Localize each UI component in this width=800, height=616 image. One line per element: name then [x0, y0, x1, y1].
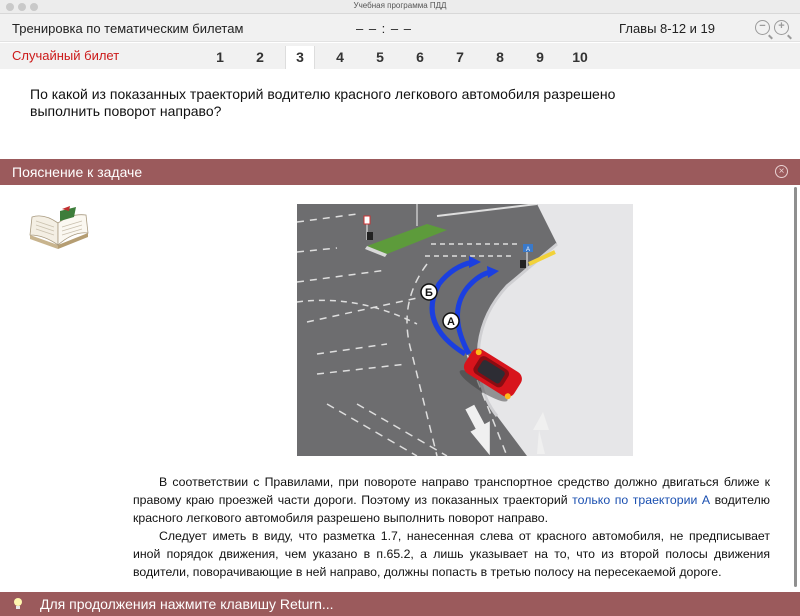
paragraph-1-end: водителю красного легкового автомобиля разрешено выполнить поворот направо. [133, 493, 770, 525]
question-text: По какой из показанных траекторий водителю красного легкового автомобиля разрешено выполнить поворот направо? [30, 86, 616, 119]
mode-title: Тренировка по тематическим билетам [12, 21, 244, 36]
footer-bar [0, 592, 800, 616]
explanation-paragraph-1 [133, 473, 770, 527]
explanation-title: Пояснение к задаче [12, 164, 143, 180]
tab-ticket-2[interactable]: 2 [256, 49, 264, 65]
window-title: Учебная программа ПДД [353, 1, 447, 10]
vertical-scrollbar[interactable] [794, 185, 798, 592]
tab-ticket-9[interactable]: 9 [536, 49, 544, 65]
trajectory-link[interactable]: только по траектории А [572, 493, 711, 507]
app-header [0, 14, 800, 42]
timer: – – : – – [356, 21, 412, 36]
paragraph-1-start: В соответствии с Правилами, при повороте направо транспортное средство должно двигаться ближе к правому краю проезжей части дороги. Поэтому из показанных траекторий [133, 475, 770, 507]
continue-hint: Для продолжения нажмите клавишу Return... [40, 596, 334, 612]
random-ticket-link[interactable]: Случайный билет [12, 48, 120, 63]
scroll-thumb[interactable] [794, 187, 797, 587]
label-a: А [447, 316, 455, 328]
chapters-label: Главы 8-12 и 19 [619, 21, 715, 36]
ticket-tabs [0, 43, 800, 69]
book-icon [24, 205, 94, 255]
sign-letter: А [525, 247, 531, 253]
tab-ticket-6[interactable]: 6 [416, 49, 424, 65]
intersection-illustration [297, 204, 633, 456]
lightbulb-icon [13, 597, 23, 611]
tab-ticket-8[interactable]: 8 [496, 49, 504, 65]
explanation-body [0, 185, 800, 592]
window-titlebar [0, 0, 800, 14]
explanation-header [0, 159, 800, 185]
explanation-text [133, 473, 770, 581]
explanation-paragraph-2: Следует иметь в виду, что разметка 1.7, нанесенная слева от красного автомобиля, не предписывает иной порядок движения, чем указано в п.65.2, а лишь указывает на то, что из второй полосы движения водители, поворачивающие в ней направо, должны попасть в третью полосу на пересекаемой дороге. [133, 529, 770, 579]
close-icon[interactable]: × [775, 165, 788, 178]
tab-ticket-10[interactable]: 10 [572, 49, 588, 65]
tab-ticket-3[interactable]: 3 [285, 46, 315, 69]
label-b: Б [425, 287, 433, 299]
tab-ticket-4[interactable]: 4 [336, 49, 344, 65]
tab-ticket-7[interactable]: 7 [456, 49, 464, 65]
zoom-in-icon[interactable]: + [774, 20, 789, 35]
tab-ticket-1[interactable]: 1 [216, 49, 224, 65]
zoom-out-icon[interactable]: − [755, 20, 770, 35]
tab-ticket-5[interactable]: 5 [376, 49, 384, 65]
